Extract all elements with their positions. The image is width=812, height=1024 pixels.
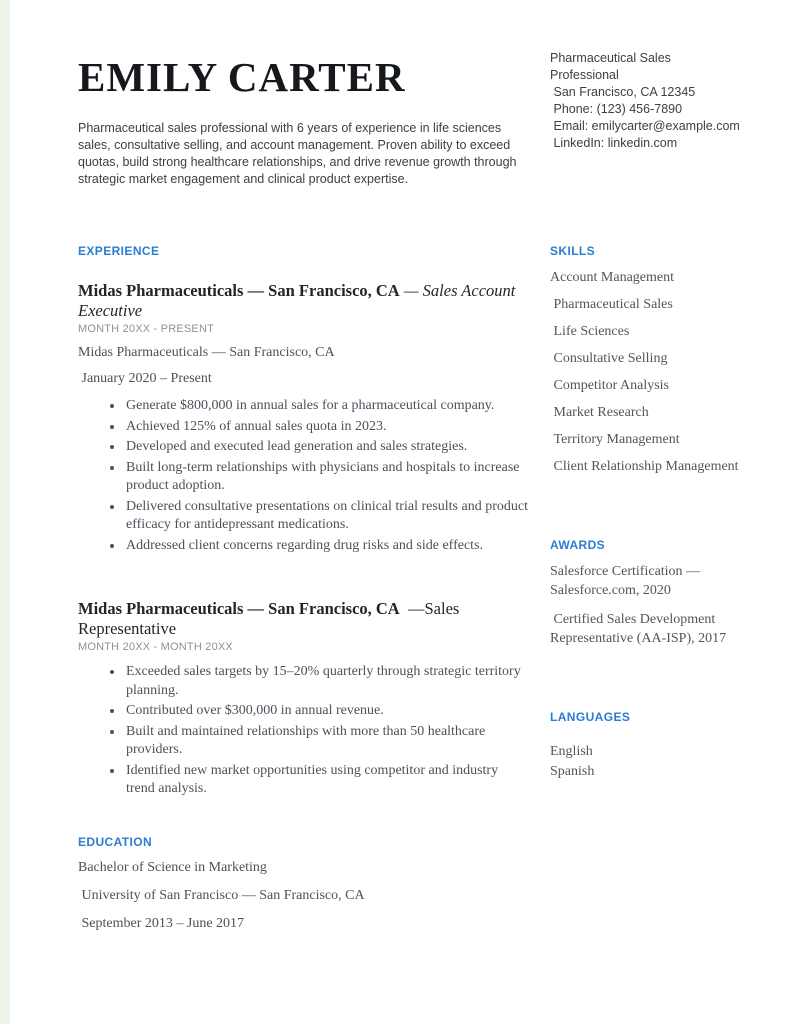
job-entry-1 <box>78 281 530 555</box>
language-item: English <box>550 744 593 759</box>
job-1-company: Midas Pharmaceuticals — San Francisco, CA <box>78 281 400 300</box>
contact-linkedin: LinkedIn: linkedin.com <box>550 136 678 150</box>
awards-section <box>550 538 742 648</box>
languages-heading: LANGUAGES <box>550 710 631 724</box>
job-1-bullet: • Delivered consultative presentations on clinical trial results and product efficacy for antidepressant medications. <box>124 498 530 535</box>
skill-item: Pharmaceutical Sales <box>550 297 673 312</box>
skill-item: Life Sciences <box>550 324 630 339</box>
job-2-bullet: • Built and maintained relationships with more than 50 healthcare providers. <box>124 723 530 760</box>
languages-section <box>550 710 742 782</box>
job-2-bullet: • Contributed over $300,000 in annual revenue. <box>124 702 530 721</box>
contact-email: Email: emilycarter@example.com <box>550 119 740 133</box>
job-2-date-meta: MONTH 20XX - MONTH 20XX <box>78 641 233 653</box>
job-1-bullet: • Developed and executed lead generation and sales strategies. <box>124 438 530 457</box>
education-section <box>78 835 530 933</box>
contact-block <box>550 0 742 188</box>
contact-location: San Francisco, CA 12345 <box>550 85 696 99</box>
experience-section <box>78 244 530 799</box>
contact-title: Pharmaceutical Sales Professional <box>550 51 675 82</box>
job-1-bullet: • Addressed client concerns regarding drug risks and side effects. <box>124 537 530 556</box>
job-1-bullet: • Built long-term relationships with physicians and hospitals to increase product adoption. <box>124 459 530 496</box>
skill-item: Territory Management <box>550 432 680 447</box>
header-left <box>78 0 530 188</box>
job-2-role: —Sales Representative <box>78 599 464 638</box>
education-school: University of San Francisco — San Francisco, CA <box>78 887 365 903</box>
job-1-bullet: • Achieved 125% of annual sales quota in 2023. <box>124 418 530 437</box>
language-list <box>550 742 742 782</box>
education-degree: Bachelor of Science in Marketing <box>78 859 267 875</box>
job-2-title <box>78 599 540 639</box>
resume-header <box>78 0 812 188</box>
skills-heading: SKILLS <box>550 244 596 258</box>
skill-item: Client Relationship Management <box>550 459 739 474</box>
skill-item: Market Research <box>550 405 649 420</box>
main-column <box>78 244 530 933</box>
job-2-bullet-list <box>78 663 530 799</box>
job-2-company: Midas Pharmaceuticals — San Francisco, CA <box>78 599 400 618</box>
experience-heading: EXPERIENCE <box>78 244 160 258</box>
job-1-period: January 2020 – Present <box>78 371 212 386</box>
award-item: Certified Sales Development Representative (AA-ISP), 2017 <box>550 612 727 646</box>
skill-item: Competitor Analysis <box>550 378 669 393</box>
job-1-bullet-list <box>78 397 530 555</box>
job-1-date-meta: MONTH 20XX - PRESENT <box>78 323 215 335</box>
awards-heading: AWARDS <box>550 538 606 552</box>
job-1-bullet: • Generate $800,000 in annual sales for a pharmaceutical company. <box>124 397 530 416</box>
job-2-bullet: • Exceeded sales targets by 15–20% quarterly through strategic territory planning. <box>124 663 530 700</box>
side-column <box>550 244 742 933</box>
summary-text: Pharmaceutical sales professional with 6 years of experience in life sciences sales, consultative selling, and account management. Proven ability to exceed quotas, build strong healthcare relationships, and drive revenue growth through strategic market engagement and clinical product expertise. <box>78 121 520 186</box>
contact-phone: Phone: (123) 456-7890 <box>550 102 683 116</box>
education-period: September 2013 – June 2017 <box>78 915 245 931</box>
language-item: Spanish <box>550 764 595 779</box>
job-entry-2 <box>78 599 530 799</box>
education-heading: EDUCATION <box>78 834 153 849</box>
award-item: Salesforce Certification — Salesforce.com, 2020 <box>550 564 704 598</box>
name-heading: EMILY CARTER <box>78 54 406 100</box>
job-1-company-line: Midas Pharmaceuticals — San Francisco, CA <box>78 345 335 360</box>
resume-columns <box>78 244 812 933</box>
skill-item: Consultative Selling <box>550 351 668 366</box>
job-2-bullet: • Identified new market opportunities using competitor and industry trend analysis. <box>124 762 530 799</box>
job-1-role: — Sales Account Executive <box>78 281 520 320</box>
job-1-title <box>78 281 540 321</box>
skills-section <box>550 244 742 476</box>
skill-item: Account Management <box>550 270 675 285</box>
